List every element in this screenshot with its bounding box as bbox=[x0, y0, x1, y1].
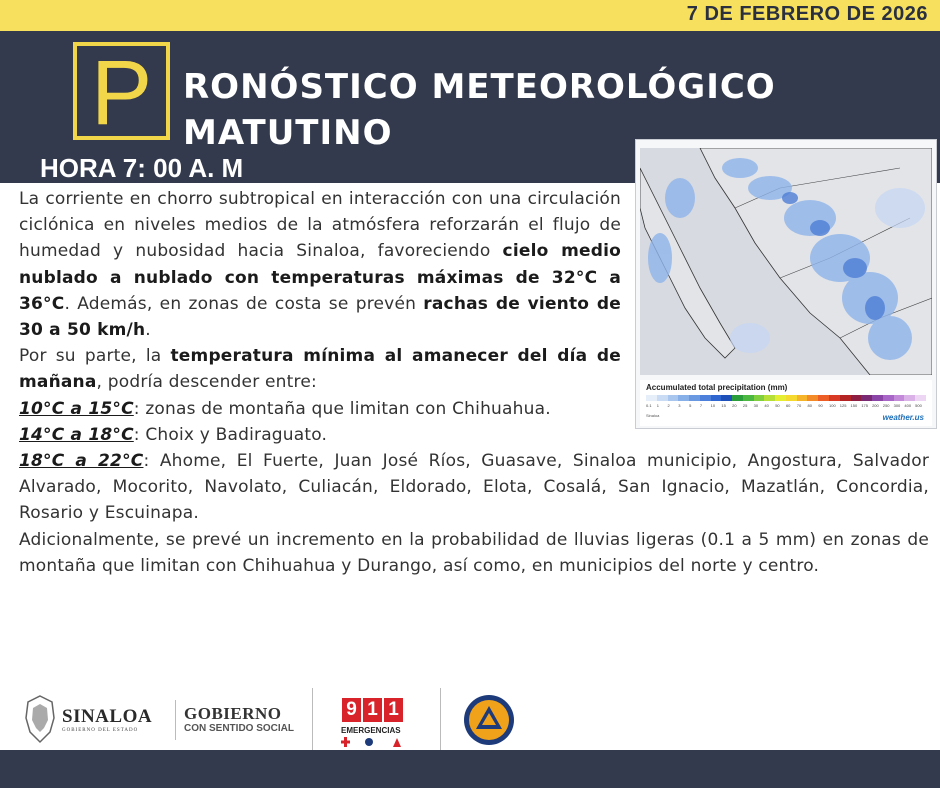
range-label: 10°C a 15°C bbox=[19, 398, 134, 419]
legend-title: Accumulated total precipitation (mm) bbox=[646, 383, 788, 392]
title-line-1: RONÓSTICO METEOROLÓGICO bbox=[183, 67, 776, 107]
legend-value: 0.1 bbox=[646, 403, 652, 408]
legend-value: 2 bbox=[667, 403, 670, 408]
emergency-digit-3: 1 bbox=[384, 698, 403, 722]
legend-value: 7 bbox=[699, 403, 703, 408]
sinaloa-logo-subtitle: GOBIERNO DEL ESTADO bbox=[62, 728, 139, 733]
range-text: : Ahome, El Fuerte, Juan José Ríos, Guasave, Sinaloa municipio, Angostura, Salvador Alvarado, Mocorito, Navolato, Culiacán, Eldorado, Elota, Cosalá, San Ignacio, Mazatlán, Concordia, Rosario y Escuinapa. bbox=[19, 451, 930, 524]
logo-divider bbox=[175, 700, 176, 740]
range-item-2 bbox=[19, 422, 929, 448]
range-text: : Choix y Badiraguato. bbox=[133, 424, 328, 445]
legend-value: 25 bbox=[742, 403, 748, 408]
paragraph-1 bbox=[19, 186, 621, 343]
date-bar bbox=[0, 0, 940, 31]
forecast-time: HORA 7: 00 A. M bbox=[40, 153, 244, 183]
legend-value: 40 bbox=[764, 403, 769, 408]
legend-value: 90 bbox=[818, 403, 823, 408]
legend-value: 500 bbox=[915, 403, 922, 408]
emergency-icons bbox=[341, 736, 405, 748]
legend-value: 150 bbox=[850, 403, 858, 408]
report-date: 7 DE FEBRERO DE 2026 bbox=[686, 3, 928, 25]
range-item-1 bbox=[19, 396, 929, 422]
legend-value: 125 bbox=[839, 403, 847, 408]
logo-divider bbox=[440, 688, 441, 750]
title-initial: P bbox=[90, 42, 153, 144]
gobierno-logo-subtitle: CON SENTIDO SOCIAL bbox=[184, 723, 295, 734]
state-seal-icon bbox=[22, 694, 58, 744]
legend-value: 5 bbox=[689, 403, 692, 408]
legend-value: 10 bbox=[710, 403, 716, 408]
p2-bold-min-temp: temperatura mínima al amanecer del día de mañana bbox=[19, 346, 621, 393]
legend-value: 250 bbox=[882, 403, 890, 408]
civil-protection-icon bbox=[463, 694, 515, 746]
forecast-body bbox=[19, 186, 929, 579]
legend-value: 400 bbox=[904, 403, 912, 408]
p1-bold-wind: rachas de viento de 30 a 50 km/h bbox=[19, 293, 621, 341]
footer-bar bbox=[0, 750, 940, 788]
legend-value: 60 bbox=[785, 403, 791, 408]
legend-value: 20 bbox=[732, 403, 737, 408]
legend-value: 50 bbox=[775, 403, 780, 408]
title-initial-box bbox=[73, 42, 170, 144]
p1-text-e: . bbox=[145, 320, 151, 341]
paragraph-3: Adicionalmente, se prevé un incremento en la probabilidad de lluvias ligeras (0.1 a 5 mm) en zonas de montaña que limitan con Chihuahua y Durango, así como, en municipios del norte y centro. bbox=[19, 529, 929, 576]
p2-text-c: , podría descender entre: bbox=[96, 372, 317, 393]
legend-value: 3 bbox=[678, 403, 681, 408]
legend-value: 300 bbox=[893, 403, 901, 408]
legend-value: 175 bbox=[861, 403, 868, 408]
legend-value: 30 bbox=[753, 403, 759, 408]
legend-value: 15 bbox=[721, 403, 726, 408]
p2-text-a: Por su parte, la bbox=[19, 346, 171, 367]
range-label: 14°C a 18°C bbox=[19, 424, 134, 445]
p1-bold-temps: cielo medio nublado a nublado con temperaturas máximas de 32°C a 36°C bbox=[19, 241, 621, 314]
legend-region: Sinaloa bbox=[646, 413, 660, 418]
legend-value: 1 bbox=[656, 403, 659, 408]
emergency-label: EMERGENCIAS bbox=[341, 726, 401, 735]
emergency-digit-2: 1 bbox=[363, 698, 382, 722]
footer-logos bbox=[0, 688, 940, 750]
range-text: : zonas de montaña que limitan con Chihuahua. bbox=[133, 398, 551, 419]
range-label: 18°C a 22°C bbox=[19, 451, 144, 472]
paragraph-2 bbox=[19, 343, 621, 395]
legend-value: 200 bbox=[872, 403, 879, 408]
emergency-digit-1: 9 bbox=[342, 698, 361, 722]
legend-value: 80 bbox=[807, 403, 812, 408]
logo-divider bbox=[312, 688, 313, 750]
legend-value: 100 bbox=[829, 403, 836, 408]
sinaloa-logo-text: SINALOA bbox=[62, 706, 153, 727]
p1-text-a: La corriente en chorro subtropical en interacción con una circulación ciclónica en niveles medios de la atmósfera reforzarán el flujo de humedad y nubosidad hacia Sinaloa, favoreciendo bbox=[19, 189, 621, 262]
legend-value: 70 bbox=[796, 403, 802, 408]
gobierno-logo-text: GOBIERNO bbox=[184, 704, 282, 723]
p1-text-c: . Además, en zonas de costa se prevén bbox=[64, 293, 424, 314]
title-line-2: MATUTINO bbox=[183, 113, 393, 153]
range-item-3 bbox=[19, 448, 929, 527]
weather-brand: weather.us bbox=[882, 413, 924, 422]
